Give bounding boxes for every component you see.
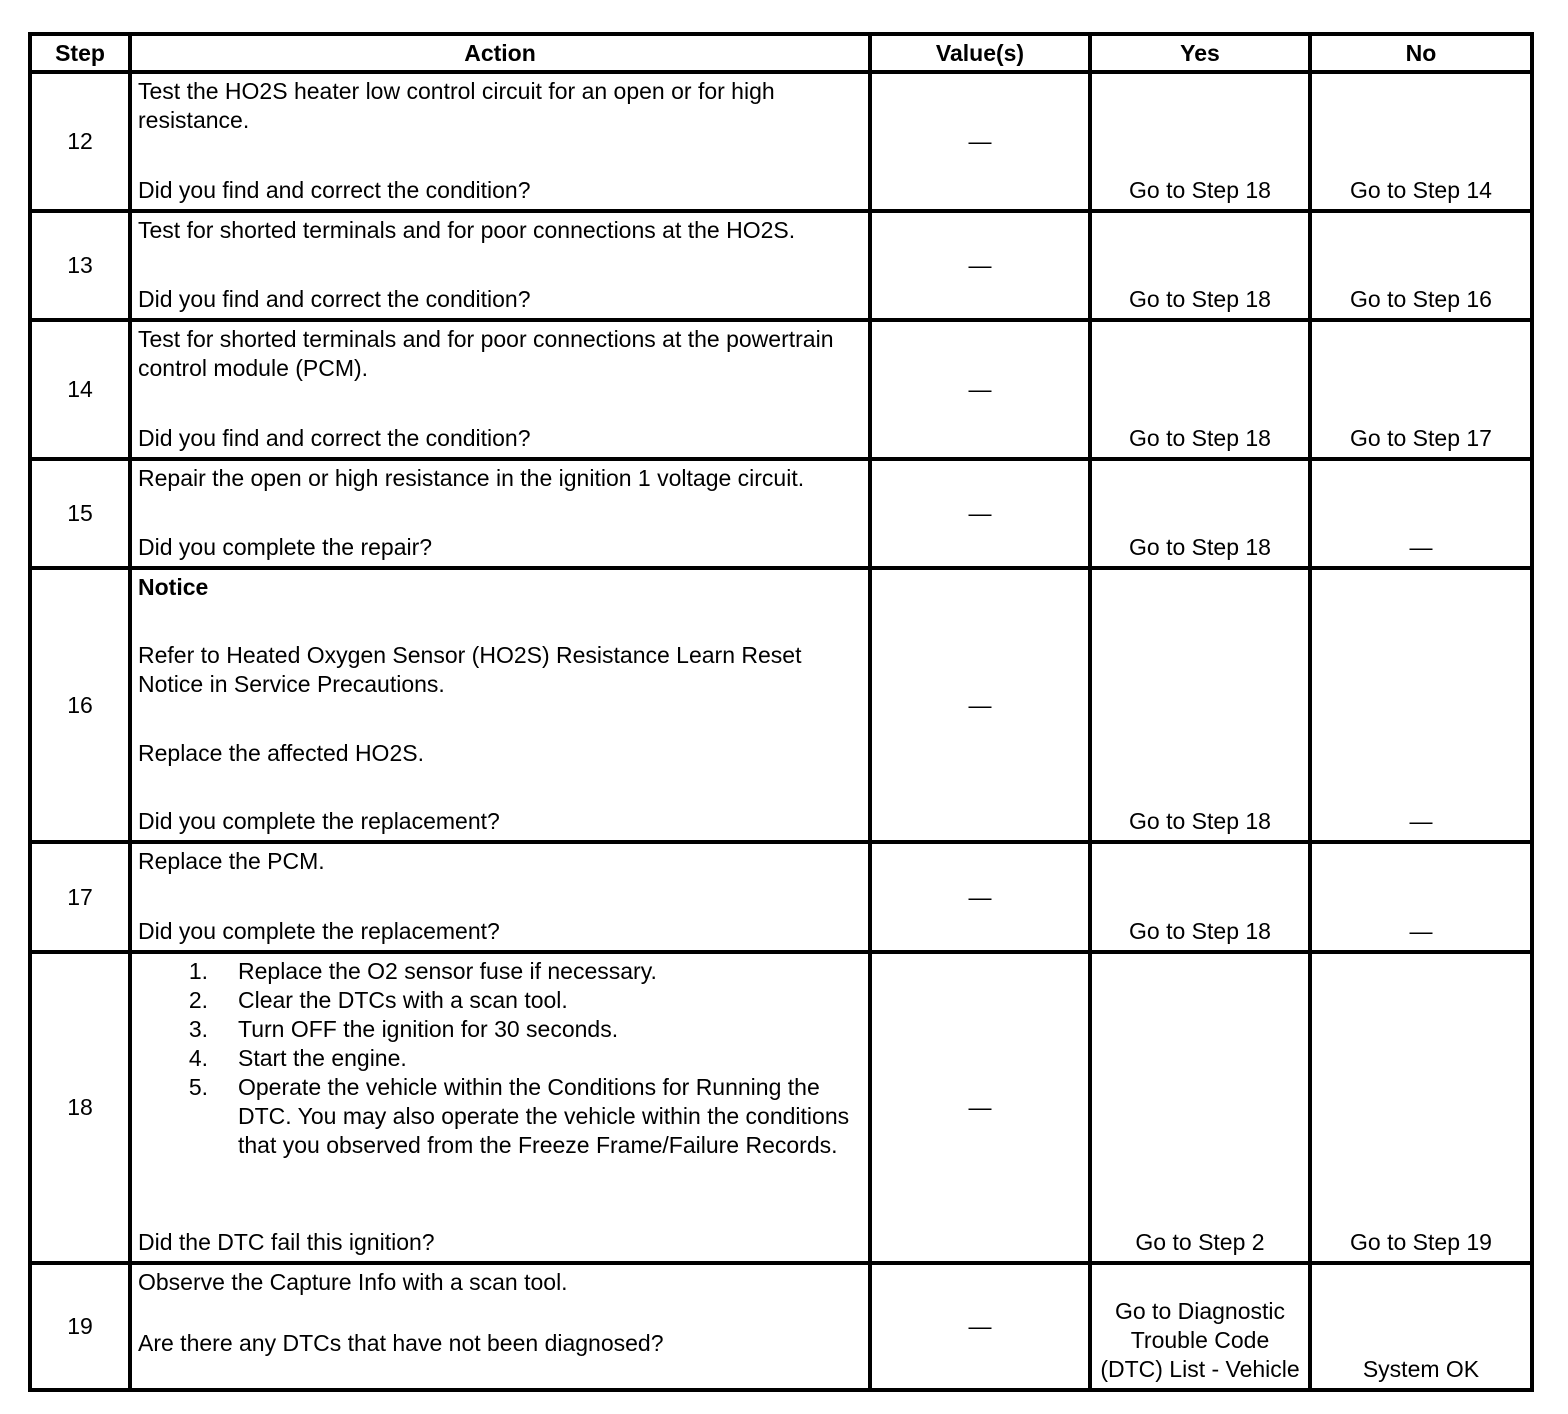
action-question: Are there any DTCs that have not been diagnosed? — [138, 1330, 664, 1356]
table-row-step-17 — [30, 842, 1532, 952]
yes-cell: Go to Step 18 — [1090, 72, 1310, 211]
list-item: 1. Replace the O2 sensor fuse if necessary. — [188, 958, 657, 984]
value-cell: — — [870, 1263, 1090, 1390]
action-text: Repair the open or high resistance in the ignition 1 voltage circuit. — [138, 465, 805, 491]
action-text: Observe the Capture Info with a scan tool. — [138, 1269, 568, 1295]
header-values: Value(s) — [870, 34, 1090, 72]
no-cell: — — [1310, 459, 1532, 568]
yes-cell: Go to Step 18 — [1090, 842, 1310, 952]
notice-title: Notice — [138, 574, 209, 600]
value-cell: — — [870, 952, 1090, 1263]
step-number: 19 — [30, 1263, 130, 1390]
action-text: Replace the affected HO2S. — [138, 739, 424, 766]
table-row-step-15 — [30, 459, 1532, 568]
action-text: Test for shorted terminals and for poor connections at the powertrain control module (PCM). — [138, 326, 834, 381]
yes-cell: Go to Step 18 — [1090, 459, 1310, 568]
no-cell: — — [1310, 568, 1532, 842]
action-cell — [130, 1263, 870, 1390]
no-cell: — — [1310, 842, 1532, 952]
action-cell — [130, 952, 870, 1263]
header-row — [30, 34, 1532, 72]
yes-cell: Go to Diagnostic Trouble Code (DTC) List - Vehicle — [1090, 1263, 1310, 1390]
action-question: Did you complete the replacement? — [138, 807, 500, 834]
action-text: Test for shorted terminals and for poor connections at the HO2S. — [138, 217, 796, 243]
list-item: 2. Clear the DTCs with a scan tool. — [188, 987, 568, 1013]
yes-cell: Go to Step 2 — [1090, 952, 1310, 1263]
table-row-step-12 — [30, 72, 1532, 211]
no-cell: System OK — [1310, 1263, 1532, 1390]
step-number: 13 — [30, 211, 130, 320]
list-item: 3. Turn OFF the ignition for 30 seconds. — [188, 1016, 619, 1042]
value-cell: — — [870, 211, 1090, 320]
list-item: 5. Operate the vehicle within the Conditions for Running the DTC. You may also operate the vehicle within the conditions that you observed from the Freeze Frame/Failure Records. — [188, 1074, 850, 1158]
header-action: Action — [130, 34, 870, 72]
yes-cell: Go to Step 18 — [1090, 211, 1310, 320]
action-cell — [130, 72, 870, 211]
action-cell — [130, 211, 870, 320]
value-cell: — — [870, 459, 1090, 568]
action-cell — [130, 320, 870, 459]
action-cell — [130, 568, 870, 842]
table-row-step-19 — [30, 1263, 1532, 1390]
yes-cell: Go to Step 18 — [1090, 568, 1310, 842]
table-row-step-13 — [30, 211, 1532, 320]
step-number: 17 — [30, 842, 130, 952]
action-text: Test the HO2S heater low control circuit for an open or for high resistance. — [138, 78, 775, 133]
action-cell — [130, 842, 870, 952]
header-no: No — [1310, 34, 1532, 72]
action-question: Did you find and correct the condition? — [138, 286, 531, 312]
action-cell — [130, 459, 870, 568]
step-number: 16 — [30, 568, 130, 842]
action-question: Did you complete the replacement? — [138, 918, 500, 944]
table-row-step-14 — [30, 320, 1532, 459]
step-number: 15 — [30, 459, 130, 568]
header-yes: Yes — [1090, 34, 1310, 72]
no-cell: Go to Step 19 — [1310, 952, 1532, 1263]
step-number: 18 — [30, 952, 130, 1263]
action-question: Did you find and correct the condition? — [138, 425, 531, 451]
value-cell: — — [870, 842, 1090, 952]
action-text: Replace the PCM. — [138, 848, 325, 874]
yes-cell: Go to Step 18 — [1090, 320, 1310, 459]
step-number: 12 — [30, 72, 130, 211]
value-cell: — — [870, 568, 1090, 842]
value-cell: — — [870, 72, 1090, 211]
list-item: 4. Start the engine. — [188, 1045, 407, 1071]
no-cell: Go to Step 17 — [1310, 320, 1532, 459]
action-question: Did the DTC fail this ignition? — [138, 1229, 435, 1255]
value-cell: — — [870, 320, 1090, 459]
no-cell: Go to Step 16 — [1310, 211, 1532, 320]
table-row-step-18 — [30, 952, 1532, 1263]
action-question: Did you find and correct the condition? — [138, 177, 531, 203]
no-cell: Go to Step 14 — [1310, 72, 1532, 211]
diagnostic-table — [28, 32, 1534, 1392]
header-step: Step — [30, 34, 130, 72]
notice-text: Refer to Heated Oxygen Sensor (HO2S) Resistance Learn Reset Notice in Service Precautions. — [138, 642, 802, 698]
action-question: Did you complete the repair? — [138, 534, 433, 560]
table-row-step-16 — [30, 568, 1532, 842]
step-number: 14 — [30, 320, 130, 459]
procedure-list — [138, 957, 862, 1160]
